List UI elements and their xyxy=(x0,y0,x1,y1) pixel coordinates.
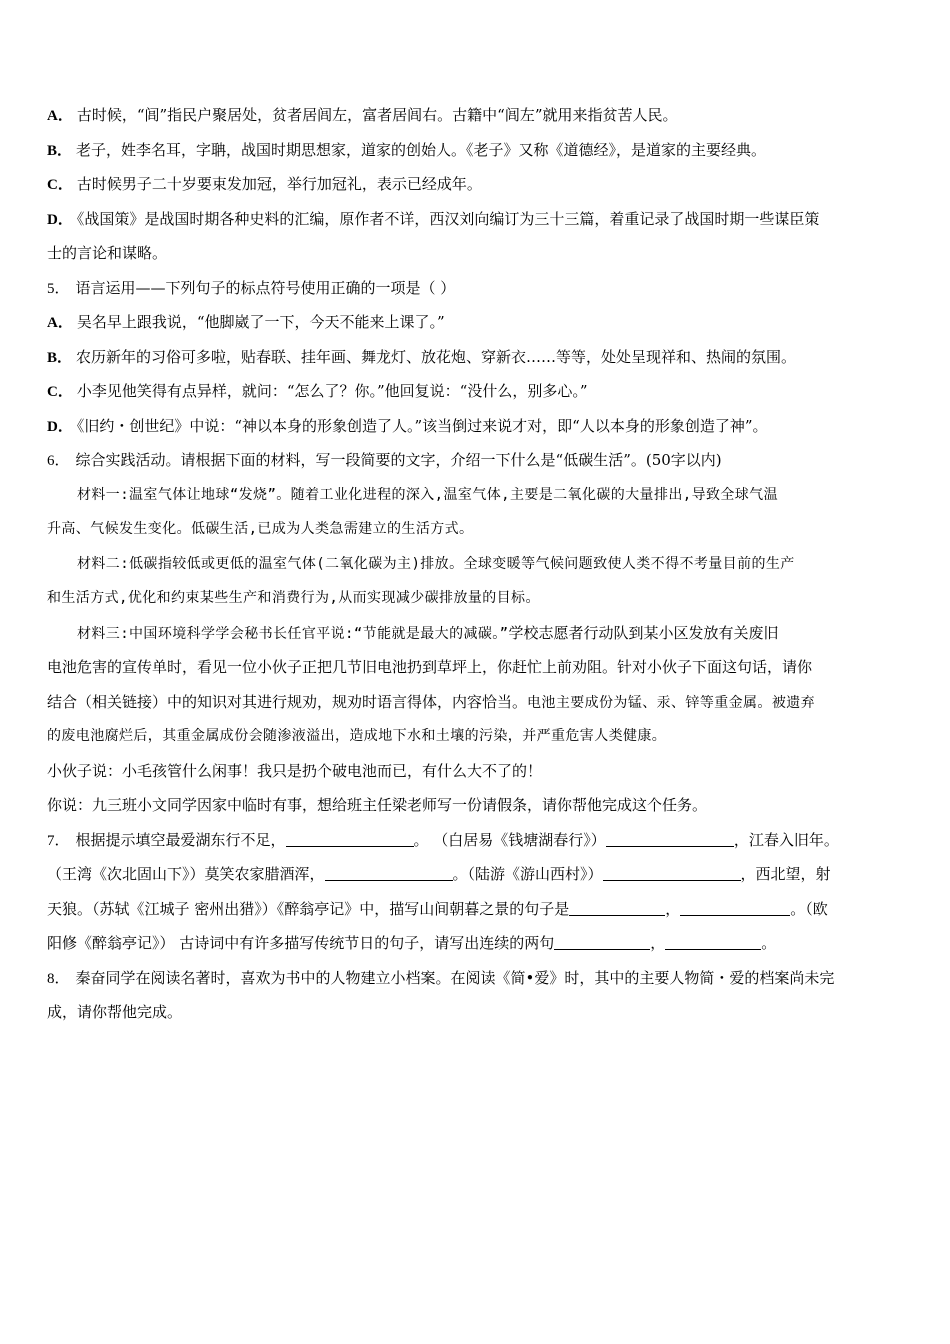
option-label: A． xyxy=(47,108,73,124)
question-text: 。（欧 xyxy=(790,899,828,918)
q6-material-2-line-2: 和生活方式,优化和约束某些生产和消费行为,从而实现减少碳排放量的目标。 xyxy=(47,590,540,606)
option-label: D． xyxy=(47,211,73,228)
question-text: 语言运用——下列句子的标点符号使用正确的一项是（ ） xyxy=(75,278,456,297)
question-text: 秦奋同学在阅读名著时，喜欢为书中的人物建立小档案。在阅读《简•爱》时，其中的主要人物简・爱的档案尚未完 xyxy=(75,968,835,987)
option-text: 《战国策》是战国时期各种史料的汇编，原作者不详，西汉刘向编订为三十三篇，着重记录了战国时期一些谋臣策 xyxy=(76,209,820,228)
exam-content xyxy=(47,98,907,1030)
q4-option-d xyxy=(47,202,907,237)
option-label: C． xyxy=(47,177,73,193)
option-text: 古时候，“闾”指民户聚居处，贫者居闾左，富者居闾右。古籍中“闾左”就用来指贫苦人民。 xyxy=(76,106,678,124)
q4-option-b xyxy=(47,133,907,168)
option-label: A． xyxy=(47,315,73,331)
question-number: 6． xyxy=(47,453,70,469)
question-number: 5． xyxy=(47,280,70,297)
q4-option-d-cont: 士的言论和谋略。 xyxy=(47,244,168,262)
option-text: 《旧约・创世纪》中说：“神以本身的形象创造了人。”该当倒过来说才对，即“人以本身的形象创造了神”。 xyxy=(76,416,768,435)
fill-blank[interactable] xyxy=(554,933,650,950)
related-link-text: 电池主要成份为锰、汞、锌等重金属。被遗弃 xyxy=(527,694,816,711)
option-label: B． xyxy=(47,349,73,366)
fill-blank[interactable] xyxy=(286,830,414,847)
option-text: 古时候男子二十岁要束发加冠，举行加冠礼，表示已经成年。 xyxy=(76,175,482,193)
q6-young-man-speech: 小伙子说：小毛孩管什么闲事！我只是扔个破电池而已，有什么大不了的！ xyxy=(47,761,543,780)
q7-line-2 xyxy=(47,857,907,892)
question-text: 。 xyxy=(761,934,777,952)
q6-stem xyxy=(47,443,907,478)
q8-line-2: 成，请你帮他完成。 xyxy=(47,1003,183,1021)
question-text: 综合实践活动。请根据下面的材料，写一段简要的文字，介绍一下什么是“低碳生活”。(50字以内) xyxy=(75,451,722,469)
option-label: B． xyxy=(47,142,73,159)
question-text: 。（陆游《游山西村》） xyxy=(452,865,603,883)
q6-material-3-line-3 xyxy=(47,685,907,720)
q7-line-4 xyxy=(47,926,907,961)
question-text: ，江春入旧年。 xyxy=(733,830,839,849)
q6-material-3-line-4: 的废电池腐烂后，其重金属成份会随渗液溢出，造成地下水和土壤的污染，并严重危害人类健康。 xyxy=(47,728,667,744)
option-text: 小李见他笑得有点异样，就问：“怎么了？你。”他回复说：“没什么，别多心。” xyxy=(76,382,588,400)
q6-material-3-line-1 xyxy=(47,616,907,651)
option-text: 吴名早上跟我说，“他脚崴了一下，今天不能来上课了。” xyxy=(76,313,445,331)
question-text: ， xyxy=(650,934,666,952)
option-label: D． xyxy=(47,418,73,435)
q4-option-c xyxy=(47,167,907,202)
q5-option-a xyxy=(47,305,907,340)
fill-blank[interactable] xyxy=(325,864,453,881)
q6-leave-note-task: 你说：九三班小文同学因家中临时有事，想给班主任梁老师写一份请假条，请你帮他完成这个任务。 xyxy=(47,796,708,814)
volunteer-text: 学校志愿者行动队到某小区发放有关废旧 xyxy=(508,623,779,642)
question-text: 根据提示填空最爱湖东行不足， xyxy=(75,830,286,849)
fill-blank[interactable] xyxy=(680,899,790,916)
option-label: C． xyxy=(47,384,73,400)
option-text: 老子，姓李名耳，字聃，战国时期思想家，道家的创始人。《老子》又称《道德经》，是道家的主要经典。 xyxy=(76,140,767,159)
question-text: 天狼。（苏轼《江城子 密州出猎》）《醉翁亭记》中，描写山间朝暮之景的句子是 xyxy=(47,899,570,918)
instruction-text: 结合（相关链接）中的知识对其进行规劝，规劝时语言得体，内容恰当。 xyxy=(47,692,528,711)
q6-material-3-line-2: 电池危害的宣传单时，看见一位小伙子正把几节旧电池扔到草坪上，你赶忙上前劝阻。针对小伙子下面这句话，请你 xyxy=(47,658,813,676)
question-number: 7． xyxy=(47,832,70,849)
question-text: （王湾《次北固山下》）莫笑农家腊酒浑， xyxy=(47,865,325,883)
option-text: 农历新年的习俗可多啦，贴春联、挂年画、舞龙灯、放花炮、穿新衣……等等，处处呈现祥和、热闹的氛围。 xyxy=(76,347,797,366)
q5-option-c xyxy=(47,374,907,409)
question-number: 8． xyxy=(47,970,70,987)
fill-blank[interactable] xyxy=(603,864,741,881)
q8-line-1 xyxy=(47,961,907,996)
q7-line-1 xyxy=(47,823,907,858)
question-text: 阳修《醉翁亭记》） 古诗词中有许多描写传统节日的句子，请写出连续的两句 xyxy=(47,934,555,952)
q6-material-1-line-1: 材料一:温室气体让地球“发烧”。随着工业化进程的深入,温室气体,主要是二氧化碳的大量排出,导致全球气温 xyxy=(77,486,778,503)
material-3-quote: 材料三:中国环境科学学会秘书长任官平说:“节能就是最大的减碳。” xyxy=(77,625,509,642)
q6-material-1-line-2: 升高、气候发生变化。低碳生活,已成为人类急需建立的生活方式。 xyxy=(47,521,474,537)
fill-blank[interactable] xyxy=(606,830,734,847)
q5-option-d xyxy=(47,409,907,444)
q7-line-3 xyxy=(47,892,907,927)
fill-blank[interactable] xyxy=(569,899,665,916)
fill-blank[interactable] xyxy=(665,933,761,950)
q6-material-2-line-1: 材料二:低碳指较低或更低的温室气体(二氧化碳为主)排放。全球变暖等气候问题致使人类不得不考量目前的生产 xyxy=(77,555,795,572)
question-text: 。 （白居易《钱塘湖春行》） xyxy=(413,830,606,849)
question-text: ，西北望，射 xyxy=(740,865,831,883)
q5-stem xyxy=(47,271,907,306)
question-text: ， xyxy=(665,899,681,918)
q5-option-b xyxy=(47,340,907,375)
q4-option-a xyxy=(47,98,907,133)
